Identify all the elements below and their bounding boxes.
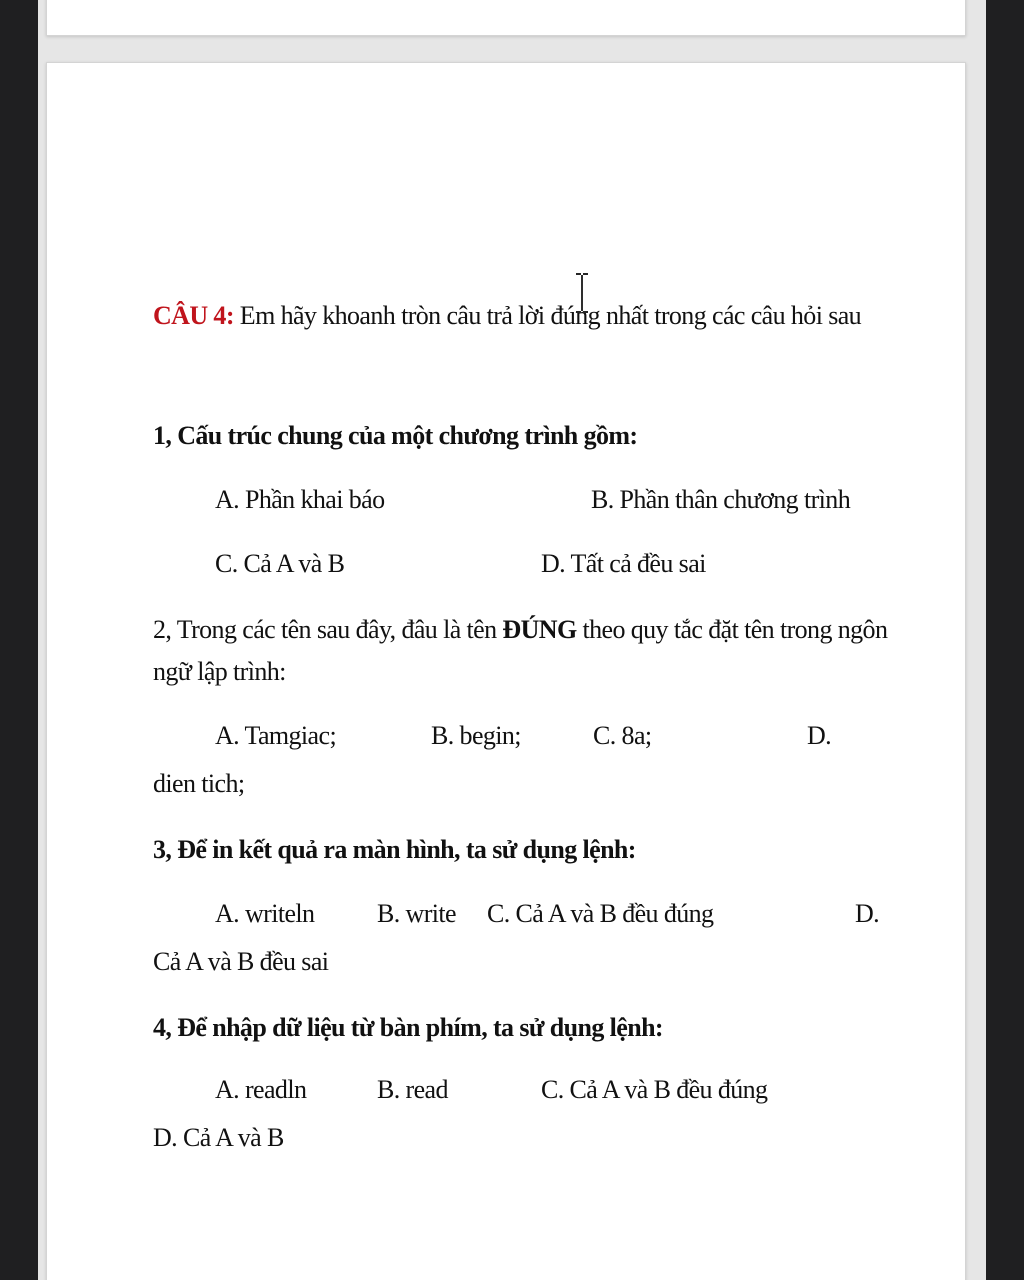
question-2-option-b: B. begin; [431,721,521,750]
question-1-option-b: B. Phần thân chương trình [591,485,851,514]
question-2-stem-line2: ngữ lập trình: [153,657,286,686]
question-2-option-d-label: D. [807,721,832,750]
question-4-option-a: A. readln [215,1075,307,1104]
question-2-option-a: A. Tamgiac; [215,721,337,750]
question-4-stem: 4, Để nhập dữ liệu từ bàn phím, ta sử dụng lệnh: [153,1013,663,1042]
question-3-option-b: B. write [377,899,456,928]
question-3-stem: 3, Để in kết quả ra màn hình, ta sử dụng lệnh: [153,835,636,864]
question-1-option-a: A. Phần khai báo [215,485,385,514]
question-1-option-c: C. Cả A và B [215,549,345,578]
question-2-option-d-text: dien tich; [153,769,245,798]
question-3-option-a: A. writeln [215,899,315,928]
question-2-stem-after: theo quy tắc đặt tên trong ngôn [576,615,888,644]
question-2-stem [153,615,887,645]
document-viewport[interactable] [38,0,986,1280]
question-2-stem-emphasis: ĐÚNG [502,615,577,644]
question-2-option-c: C. 8a; [593,721,652,750]
document-body [47,63,965,1280]
heading-text: Em hãy khoanh tròn câu trả lời đúng nhất trong các câu hỏi sau [233,301,862,330]
question-1-option-d: D. Tất cả đều sai [541,549,706,578]
document-page[interactable] [46,62,966,1280]
heading-label: CÂU 4: [153,301,234,330]
question-4-option-d: D. Cả A và B [153,1123,284,1152]
question-2-stem-before: 2, Trong các tên sau đây, đâu là tên [153,615,503,644]
question-3-option-c: C. Cả A và B đều đúng [487,899,714,928]
text-cursor-icon [574,273,590,313]
question-3-option-d-text: Cả A và B đều sai [153,947,329,976]
question-1-stem: 1, Cấu trúc chung của một chương trình gồm: [153,421,638,450]
question-3-option-d-label: D. [855,899,880,928]
previous-page [46,0,966,36]
question-heading [153,301,861,331]
question-4-option-c: C. Cả A và B đều đúng [541,1075,768,1104]
question-4-option-b: B. read [377,1075,448,1104]
